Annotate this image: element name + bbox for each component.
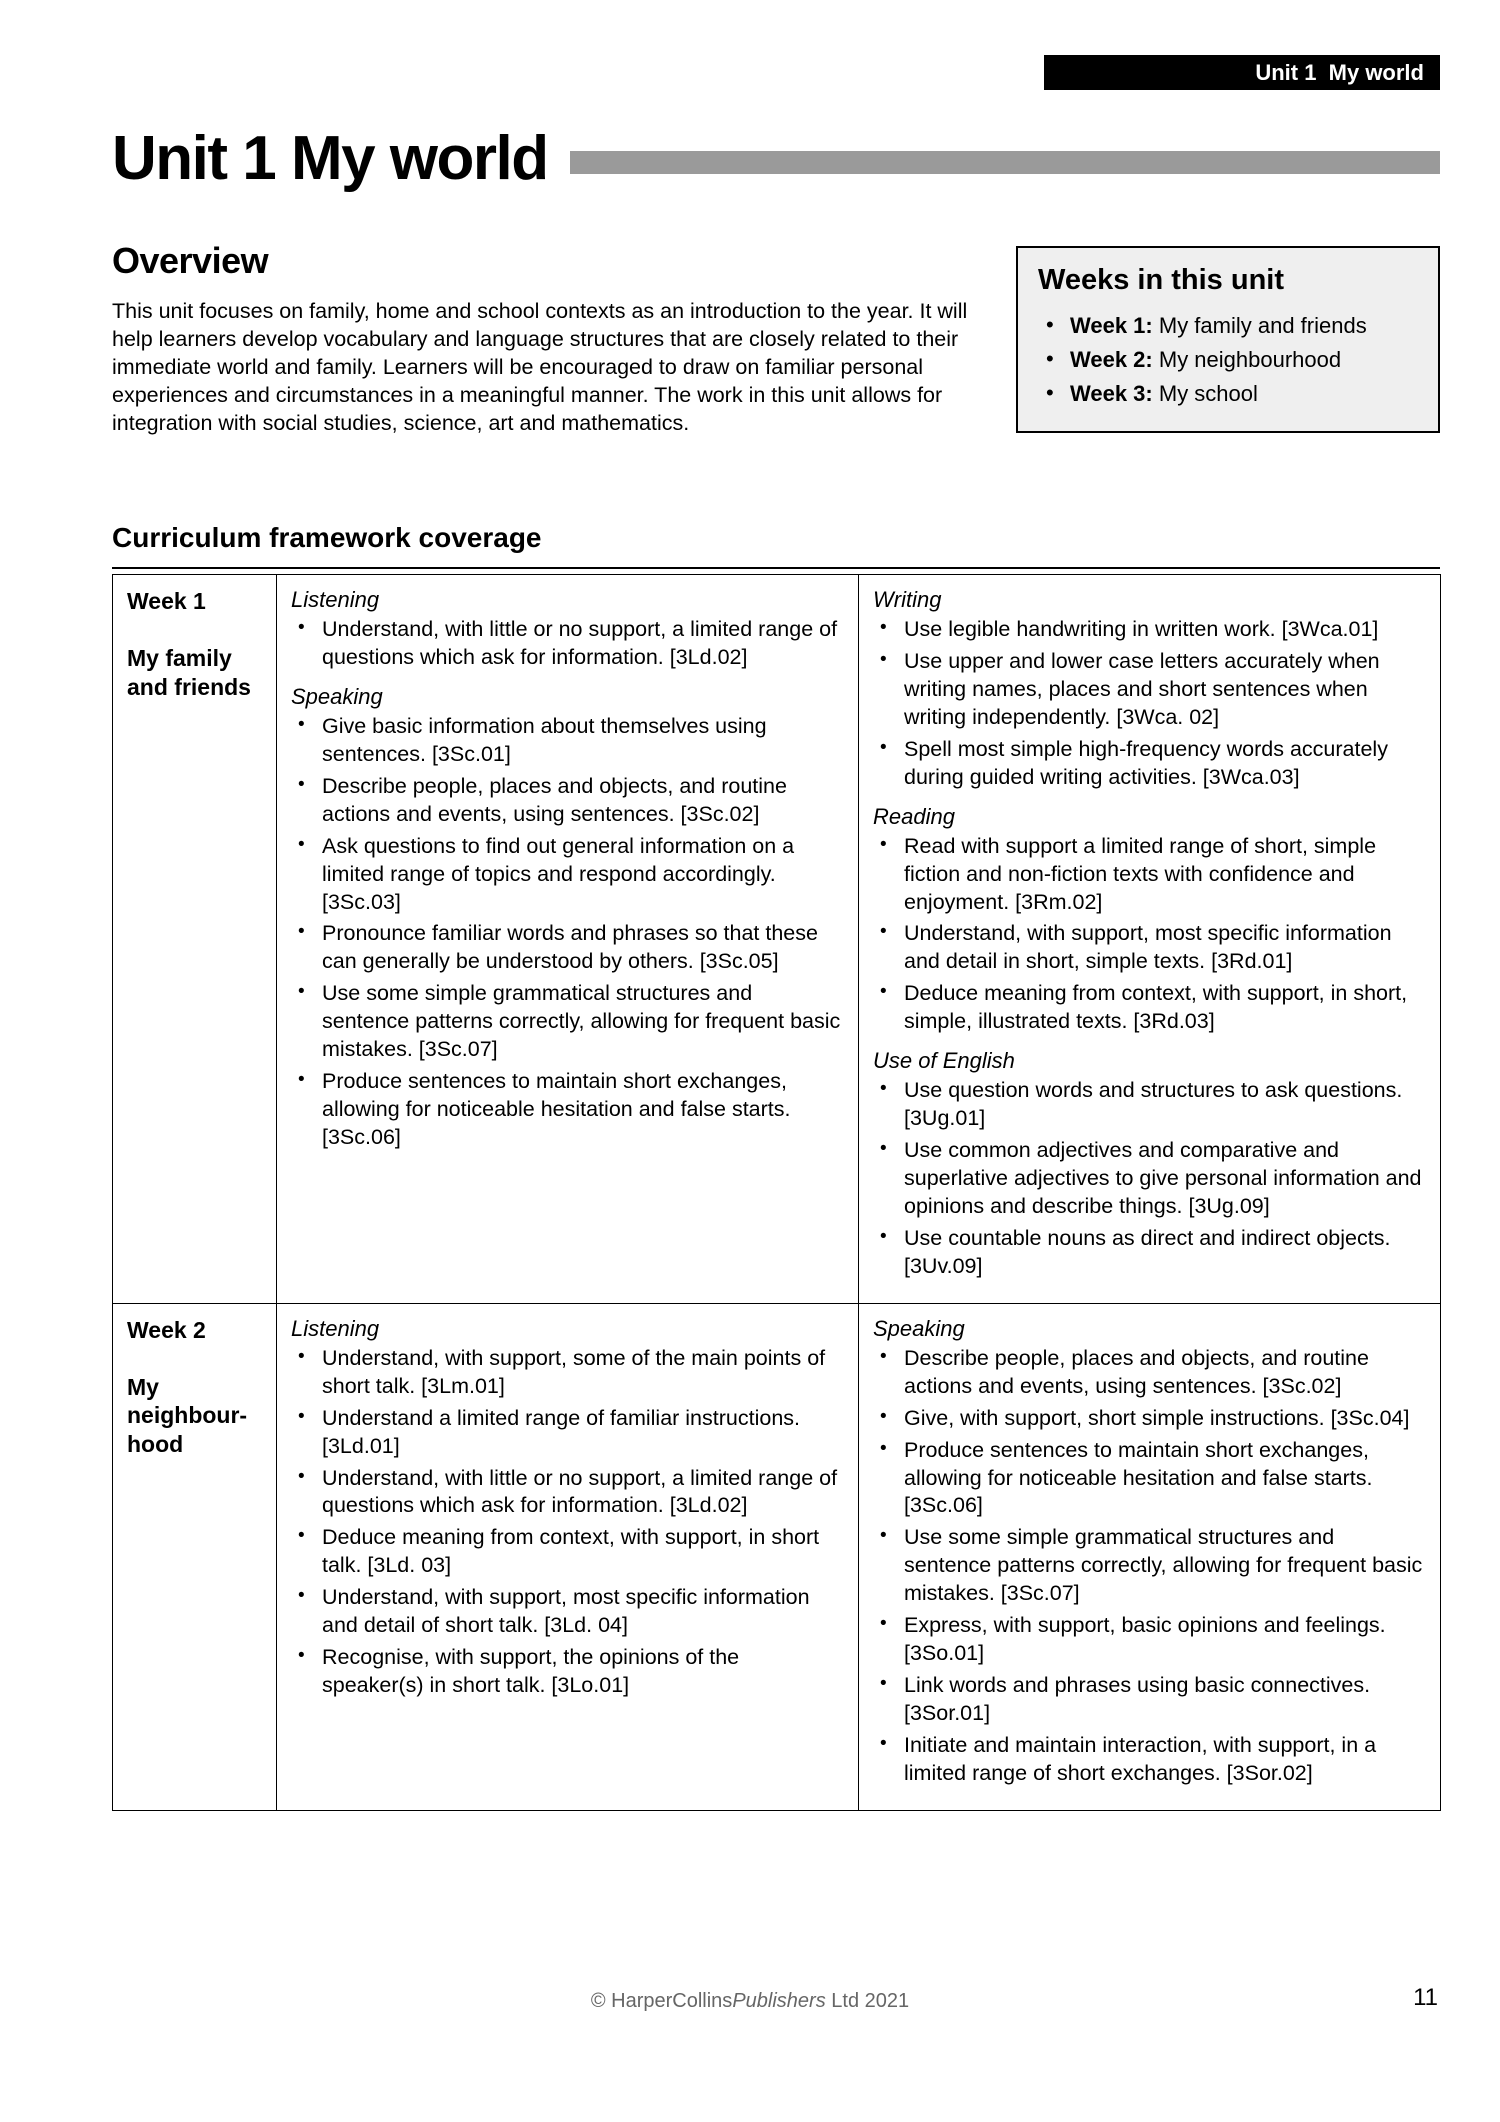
- objectives-list: [873, 1077, 1426, 1281]
- overview-section: [112, 240, 992, 438]
- weeks-list-item: • Week 3: My school: [1038, 377, 1418, 411]
- weeks-list-item: • Week 2: My neighbourhood: [1038, 343, 1418, 377]
- page-title: Unit 1 My world: [112, 124, 548, 193]
- week-label: Week 2: [127, 1316, 206, 1343]
- skill-section-label: Speaking: [291, 683, 383, 709]
- objectives-list: [291, 1345, 844, 1700]
- objective-item: • Understand, with support, most specific information and detail of short talk. [3Ld. 04]: [291, 1584, 844, 1640]
- objectives-list: [291, 616, 844, 672]
- framework-row: [113, 1303, 1441, 1810]
- title-rule: [570, 151, 1440, 174]
- objective-item: • Recognise, with support, the opinions of the speaker(s) in short talk. [3Lo.01]: [291, 1644, 844, 1700]
- week-topic: My family and friends: [127, 644, 251, 700]
- objective-item: • Produce sentences to maintain short exchanges, allowing for noticeable hesitation and false starts. [3Sc.06]: [873, 1437, 1426, 1521]
- objectives-cell: [859, 1303, 1441, 1810]
- weeks-list: [1038, 309, 1418, 411]
- framework-row: [113, 575, 1441, 1304]
- skill-section-label: Listening: [291, 587, 380, 612]
- objective-item: • Understand a limited range of familiar instructions. [3Ld.01]: [291, 1405, 844, 1461]
- skill-section-label: Speaking: [873, 1315, 965, 1341]
- skill-section-label: Writing: [873, 587, 942, 612]
- copyright-publishers: Publishers: [732, 1990, 826, 2012]
- objectives-list: [873, 1345, 1426, 1788]
- skill-section-label: Reading: [873, 803, 955, 829]
- objective-item: • Give basic information about themselves using sentences. [3Sc.01]: [291, 713, 844, 769]
- objective-item: • Express, with support, basic opinions and feelings. [3So.01]: [873, 1612, 1426, 1668]
- objective-item: • Spell most simple high-frequency words accurately during guided writing activities. [3Wca.03]: [873, 736, 1426, 792]
- objective-item: • Link words and phrases using basic connectives. [3Sor.01]: [873, 1672, 1426, 1728]
- objectives-list: [873, 833, 1426, 1037]
- objective-item: • Deduce meaning from context, with support, in short, simple, illustrated texts. [3Rd.03]: [873, 980, 1426, 1036]
- objectives-cell: [277, 575, 859, 1304]
- skill-section-label: Use of English: [873, 1048, 1015, 1074]
- overview-heading: Overview: [112, 240, 269, 281]
- objective-item: • Understand, with little or no support, a limited range of questions which ask for information. [3Ld.02]: [291, 616, 844, 672]
- objective-item: • Understand, with little or no support, a limited range of questions which ask for information. [3Ld.02]: [291, 1465, 844, 1521]
- copyright-suffix: Ltd 2021: [825, 1990, 910, 2012]
- objective-item: • Give, with support, short simple instructions. [3Sc.04]: [873, 1405, 1426, 1433]
- objective-item: • Read with support a limited range of short, simple fiction and non-fiction texts with confidence and enjoyment. [3Rm.02]: [873, 833, 1426, 917]
- footer-copyright: [0, 1990, 1500, 2013]
- objective-item: • Use legible handwriting in written work. [3Wca.01]: [873, 616, 1426, 644]
- page-number: 11: [1413, 1984, 1438, 2011]
- overview-paragraph: This unit focuses on family, home and school contexts as an introduction to the year. It will help learners develop vocabulary and language structures that are closely related to their immediate world and family. Learners will be encouraged to draw on familiar personal experiences and circumstances in a meaningful manner. The work in this unit allows for integration with social studies, science, art and mathematics.: [112, 299, 968, 435]
- title-row: [112, 126, 1440, 191]
- objectives-cell: [859, 575, 1441, 1304]
- framework-table: [112, 574, 1441, 1811]
- table-top-rule: [112, 567, 1440, 569]
- copyright-prefix: © HarperCollins: [590, 1990, 733, 2012]
- objective-item: • Pronounce familiar words and phrases so that these can generally be understood by others. [3Sc.05]: [291, 920, 844, 976]
- objective-item: • Understand, with support, some of the main points of short talk. [3Lm.01]: [291, 1345, 844, 1401]
- objective-item: • Use some simple grammatical structures and sentence patterns correctly, allowing for frequent basic mistakes. [3Sc.07]: [873, 1524, 1426, 1608]
- objective-item: • Use some simple grammatical structures and sentence patterns correctly, allowing for frequent basic mistakes. [3Sc.07]: [291, 980, 844, 1064]
- objective-item: • Produce sentences to maintain short exchanges, allowing for noticeable hesitation and false starts. [3Sc.06]: [291, 1068, 844, 1152]
- objective-item: • Describe people, places and objects, and routine actions and events, using sentences. [3Sc.02]: [873, 1345, 1426, 1401]
- objective-item: • Use question words and structures to ask questions. [3Ug.01]: [873, 1077, 1426, 1133]
- objective-item: • Deduce meaning from context, with support, in short talk. [3Ld. 03]: [291, 1524, 844, 1580]
- objectives-cell: [277, 1303, 859, 1810]
- framework-heading: Curriculum framework coverage: [112, 522, 542, 553]
- skill-section-label: Listening: [291, 1315, 380, 1341]
- week-label: Week 1: [127, 588, 206, 614]
- objective-item: • Use common adjectives and comparative and superlative adjectives to give personal information and opinions and describe things. [3Ug.09]: [873, 1137, 1426, 1221]
- objective-item: • Use upper and lower case letters accurately when writing names, places and short sentences when writing independently. [3Wca. 02]: [873, 648, 1426, 732]
- objectives-list: [873, 616, 1426, 792]
- weeks-list-item: • Week 1: My family and friends: [1038, 309, 1418, 343]
- weeks-box-heading: Weeks in this unit: [1038, 264, 1285, 296]
- objective-item: • Initiate and maintain interaction, with support, in a limited range of short exchanges. [3Sor.02]: [873, 1732, 1426, 1788]
- objective-item: • Use countable nouns as direct and indirect objects. [3Uv.09]: [873, 1225, 1426, 1281]
- objective-item: • Understand, with support, most specific information and detail in short, simple texts. [3Rd.01]: [873, 920, 1426, 976]
- running-head: Unit 1 My world: [1044, 55, 1440, 90]
- week-topic: My neighbour-hood: [127, 1373, 248, 1457]
- objective-item: • Ask questions to find out general information on a limited range of topics and respond accordingly. [3Sc.03]: [291, 833, 844, 917]
- framework-table-body: [113, 575, 1441, 1811]
- weeks-box: [1016, 246, 1440, 433]
- objective-item: • Describe people, places and objects, and routine actions and events, using sentences. [3Sc.02]: [291, 773, 844, 829]
- week-cell: [113, 1303, 277, 1810]
- week-cell: [113, 575, 277, 1304]
- objectives-list: [291, 713, 844, 1152]
